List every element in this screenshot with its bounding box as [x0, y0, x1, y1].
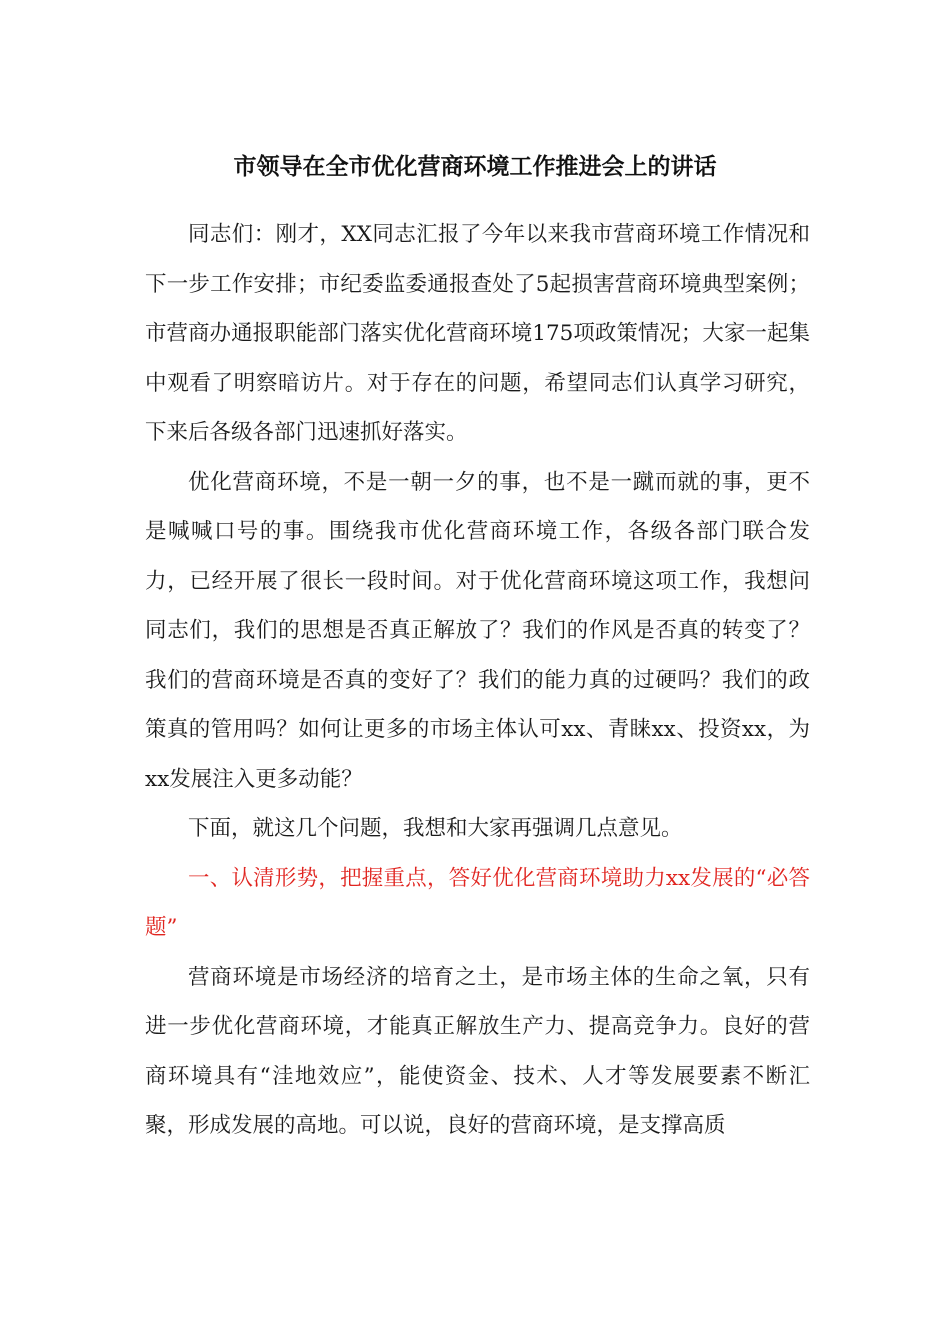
- paragraph-questions: 优化营商环境，不是一朝一夕的事，也不是一蹴而就的事，更不是喊喊口号的事。围绕我市优化营商环境工作，各级各部门联合发力，已经开展了很长一段时间。对于优化营商环境这项工作，我想问同志们，我们的思想是否真正解放了？我们的作风是否真的转变了？我们的营商环境是否真的变好了？我们的能力真的过硬吗？我们的政策真的管用吗？如何让更多的市场主体认可xx、青睐xx、投资xx，为xx发展注入更多动能？: [145, 469, 810, 792]
- paragraph-transition: 下面，就这几个问题，我想和大家再强调几点意见。: [188, 816, 683, 841]
- paragraph-opening: 同志们：刚才，XX同志汇报了今年以来我市营商环境工作情况和下一步工作安排；市纪委监委通报查处了5起损害营商环境典型案例；市营商办通报职能部门落实优化营商环境175项政策情况；大家一起集中观看了明察暗访片。对于存在的问题，希望同志们认真学习研究，下来后各级各部门迅速抓好落实。: [145, 222, 810, 445]
- paragraph-section-1: 营商环境是市场经济的培育之土，是市场主体的生命之氧，只有进一步优化营商环境，才能真正解放生产力、提高竞争力。良好的营商环境具有“洼地效应”，能使资金、技术、人才等发展要素不断汇聚，形成发展的高地。可以说，良好的营商环境，是支撑高质: [145, 964, 810, 1138]
- document-title: 市领导在全市优化营商环境工作推进会上的讲话: [233, 153, 717, 180]
- section-heading-1: 一、认清形势，把握重点，答好优化营商环境助力xx发展的“必答题”: [145, 865, 810, 940]
- document-body: [145, 210, 810, 1151]
